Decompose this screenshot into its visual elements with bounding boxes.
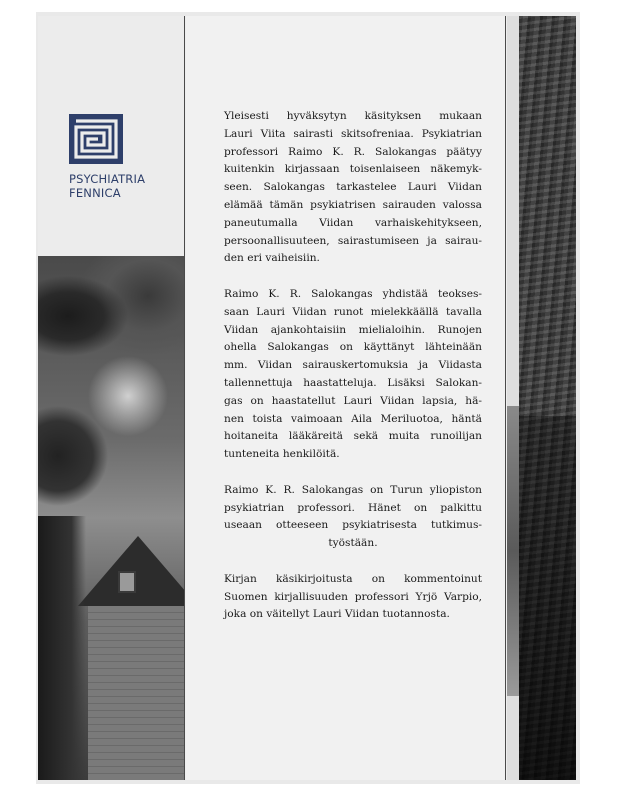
publisher-name-line2: FENNICA: [69, 186, 121, 200]
text-line: Raimo K. R. Salokangas on Turun yliopiston: [224, 483, 482, 496]
blurb-panel: [186, 16, 505, 780]
text-line: mm. Viidan sairauskertomuksia ja Viidasta: [224, 359, 482, 372]
psychiatria-fennica-meander-logo: [69, 114, 123, 164]
text-line: nen toista vaimoaan Aila Meriluotoa, häntä: [224, 412, 482, 425]
text-line: Raimo K. R. Salokangas yhdistää teokses-: [224, 287, 482, 300]
background-foliage: [507, 406, 519, 696]
tree-silhouette: [38, 516, 86, 780]
text-line: kuitenkin kirjassaan toisenlaiseen näkemyk-: [224, 163, 482, 176]
paragraph-1: [224, 108, 482, 268]
text-line: Kirjan käsikirjoitusta on kommentoinut: [224, 572, 482, 585]
text-line: useaan otteeseen psykiatrisesta tutkimus-: [224, 519, 482, 532]
text-line: Suomen kirjallisuuden professori Yrjö Varpio,: [224, 590, 482, 603]
text-line: ohella Salokangas on käyttänyt lähteinään: [224, 341, 482, 354]
text-line: tallennettuja haastatteluja. Lisäksi Salokan-: [224, 376, 482, 389]
text-line: professori Raimo K. R. Salokangas päätyy: [224, 145, 482, 158]
text-line: saan Lauri Viidan runot mielekkäällä tavalla: [224, 305, 482, 318]
text-line: Yleisesti hyväksytyn käsityksen mukaan: [224, 110, 482, 122]
text-line: seen. Salokangas tarkastelee Lauri Viidan: [224, 181, 482, 194]
text-line: persoonallisuuteen, sairastumiseen ja sairau-: [224, 234, 482, 247]
divider-left: [184, 16, 185, 780]
paragraph-3: [224, 482, 482, 553]
right-photo-panel: [507, 16, 576, 780]
text-line: elämää tämän psykiatrisen sairauden valossa: [224, 198, 482, 211]
text-line: tunteneita henkilöitä.: [224, 448, 340, 461]
divider-right: [505, 16, 506, 780]
text-line: den eri vaiheisiin.: [224, 252, 320, 265]
blurb-text: [224, 108, 482, 624]
house-window: [118, 571, 136, 593]
text-line: Lauri Viita sairasti skitsofreniaa. Psykiatrian: [224, 127, 482, 140]
text-line: gas on haastatellut Lauri Viidan lapsia, hä-: [224, 394, 482, 407]
publisher-name: [69, 172, 179, 200]
text-line: hoitaneita lääkäreitä sekä muita runoilijan: [224, 430, 482, 443]
text-line: Viidan ajankohtaisiin mielialoihin. Runojen: [224, 323, 482, 336]
text-line: paneutumalla Viidan varhaiskehitykseen,: [224, 216, 482, 229]
tree-bark-shadow: [519, 416, 576, 780]
back-cover: [38, 16, 576, 780]
text-line: joka on väitellyt Lauri Viidan tuotannosta.: [224, 608, 450, 621]
text-line: psykiatrian professori. Hänet on palkittu: [224, 501, 482, 514]
paragraph-4: [224, 571, 482, 624]
house-wall: [88, 606, 184, 780]
left-photo-panel: [38, 16, 184, 780]
paragraph-2: [224, 286, 482, 464]
text-line: työstään.: [328, 537, 378, 550]
publisher-name-line1: PSYCHIATRIA: [69, 172, 146, 186]
